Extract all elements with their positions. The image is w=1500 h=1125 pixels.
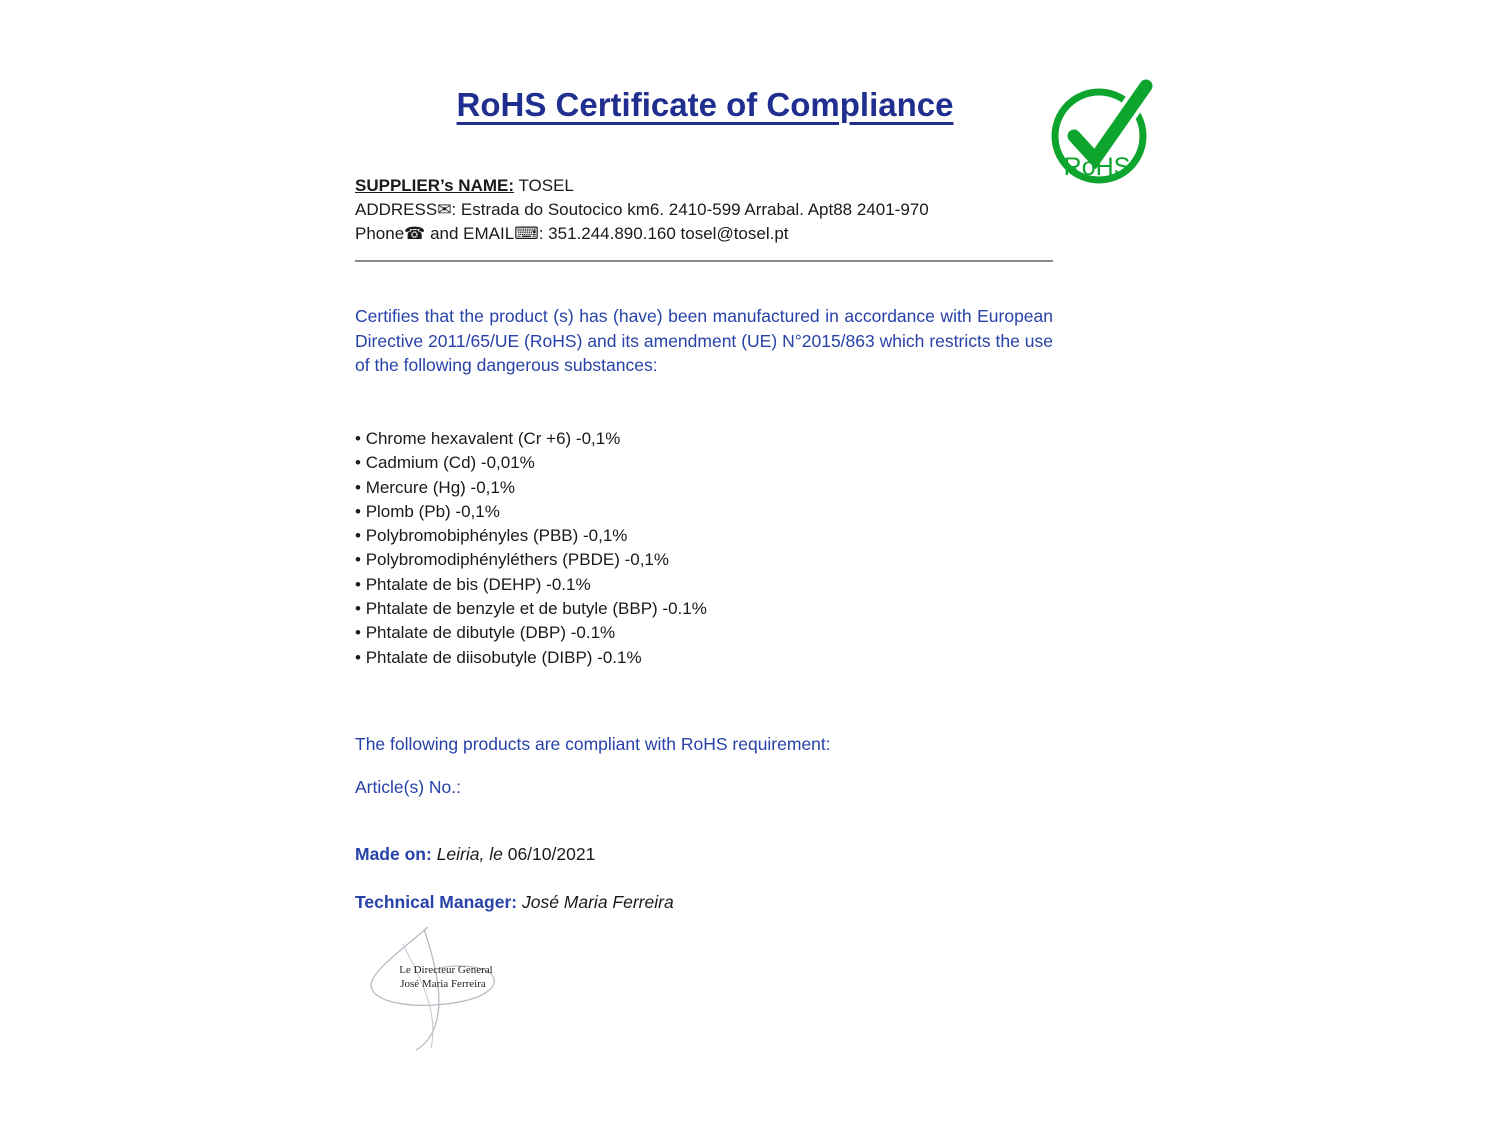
- substance-item: • Polybromodiphényléthers (PBDE) -0,1%: [355, 548, 707, 572]
- substance-item: • Phtalate de diisobutyle (DIBP) -0.1%: [355, 646, 707, 670]
- phone-icon: ☎: [404, 224, 426, 244]
- manager-line: [355, 892, 674, 913]
- substance-item: • Phtalate de bis (DEHP) -0.1%: [355, 573, 707, 597]
- articles-label: Article(s) No.:: [355, 777, 461, 797]
- address-line: [355, 198, 1055, 222]
- email-label: and EMAIL: [425, 224, 515, 243]
- rohs-logo: [1046, 78, 1154, 190]
- compliance-statement: The following products are compliant with RoHS requirement:: [355, 734, 831, 754]
- page-title: RoHS Certificate of Compliance: [456, 86, 954, 123]
- substances-list: [355, 427, 707, 670]
- made-on-label: Made on:: [355, 844, 432, 864]
- substance-item: • Mercure (Hg) -0,1%: [355, 476, 707, 500]
- substance-item: • Plomb (Pb) -0,1%: [355, 500, 707, 524]
- supplier-block: [355, 174, 1055, 246]
- made-on-date: 06/10/2021: [507, 844, 596, 864]
- made-on-place: Leiria, le: [436, 844, 503, 864]
- supplier-name-label: SUPPLIER’s NAME:: [355, 176, 515, 195]
- substance-item: • Polybromobiphényles (PBB) -0,1%: [355, 524, 707, 548]
- substance-item: • Chrome hexavalent (Cr +6) -0,1%: [355, 427, 707, 451]
- contact-value: : 351.244.890.160 tosel@tosel.pt: [538, 224, 789, 243]
- signature-stroke: [403, 944, 433, 1048]
- substance-item: • Cadmium (Cd) -0,01%: [355, 451, 707, 475]
- certification-statement: Certifies that the product (s) has (have) been manufactured in accordance with European Directive 2011/65/UE (RoHS) and its amendment (UE) N°2015/863 which restricts the use of the following dangerous substances:: [355, 306, 1053, 375]
- rohs-logo-label: RoHS: [1063, 153, 1131, 181]
- phone-label: Phone: [355, 224, 405, 243]
- supplier-name-line: [355, 174, 1055, 198]
- address-value: : Estrada do Soutocico km6. 2410-599 Arrabal. Apt88 2401-970: [451, 200, 929, 219]
- divider: [355, 260, 1053, 262]
- address-label: ADDRESS: [355, 200, 438, 219]
- signature: [358, 924, 538, 1056]
- contact-line: [355, 222, 1055, 246]
- computer-icon: ⌨: [514, 224, 539, 244]
- substance-item: • Phtalate de dibutyle (DBP) -0.1%: [355, 621, 707, 645]
- substance-item: • Phtalate de benzyle et de butyle (BBP) -0.1%: [355, 597, 707, 621]
- made-on-line: [355, 844, 595, 865]
- signature-name: José Maria Ferreira: [400, 978, 486, 990]
- supplier-name-value: TOSEL: [518, 176, 574, 195]
- signature-title: Le Directeur General: [399, 964, 493, 976]
- envelope-icon: ✉: [437, 200, 452, 220]
- manager-label: Technical Manager:: [355, 892, 518, 912]
- manager-name: José Maria Ferreira: [521, 892, 674, 912]
